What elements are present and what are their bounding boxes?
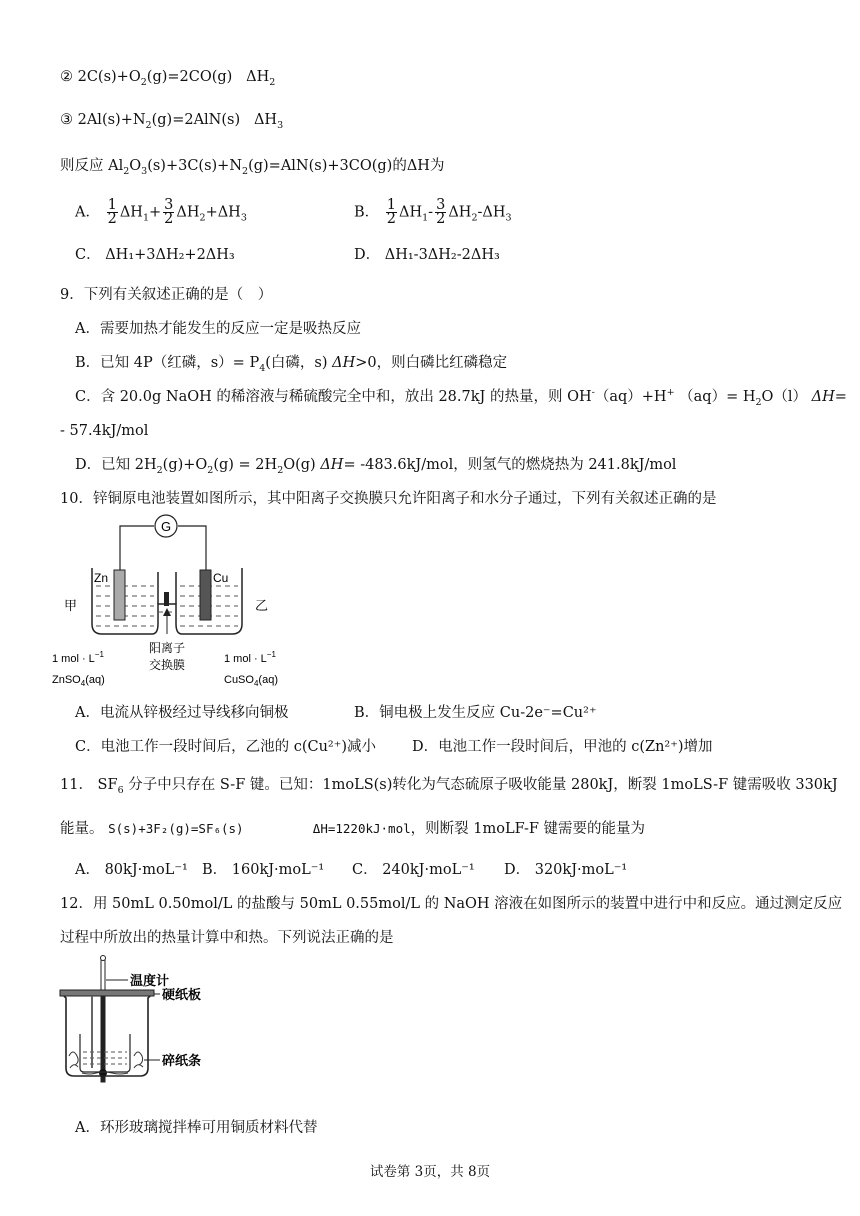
zinc-electrode: [114, 570, 125, 620]
left-solution: ZnSO$_4$(aq): [52, 674, 105, 688]
q12-stem-line2: 过程中所放出的热量计算中和热。下列说法正确的是: [60, 930, 394, 946]
q9-option-d: D．已知 $2H_2(g)+O_2(g) = 2H_2O(g)$ ΔH= -483.6kJ/mol，则氢气的燃烧热为 241.8kJ/mol: [75, 457, 677, 476]
left-cell-label: 甲: [64, 599, 78, 614]
page-footer: 试卷第 3页，共 8页: [369, 1164, 491, 1180]
thermometer-label: 温度计: [130, 974, 170, 989]
q8-equation-3: ③ $2Al(s)+N_2(g)=2AlN(s)$ $\Delta H_3$: [60, 112, 284, 131]
q9-option-b: B．已知 4P（红磷，$s)= P_4$(白磷，s) ΔH>0，则白磷比红磷稳定: [75, 355, 508, 374]
q8-stem: 则反应 $Al_2O_3(s)+3C(s)+N_2(g)=AlN(s)+3CO(g)$的ΔH为: [60, 158, 445, 177]
q12-stem-line1: 12．用 50mL 0.50mol/L 的盐酸与 50mL 0.55mol/L 的 NaOH 溶液在如图所示的装置中进行中和反应。通过测定反应: [60, 896, 843, 912]
q11-option-b: B． 160kJ·moL⁻¹: [202, 862, 325, 878]
q11-stem-line2: 能量。 S(s)+3F₂(g)=SF₆(s) ΔH=1220kJ·mol，则断裂 1moLF-F 键需要的能量为: [60, 821, 646, 837]
q11-option-d: D． 320kJ·moL⁻¹: [504, 862, 628, 878]
q11-option-c: C． 240kJ·moL⁻¹: [352, 862, 475, 878]
copper-label: Cu: [213, 571, 229, 585]
q8-option-d: D． ΔH₁-3ΔH₂-2ΔH₃: [354, 247, 500, 263]
right-solution: CuSO$_4$(aq): [224, 674, 278, 688]
q8-option-c: C． ΔH₁+3ΔH₂+2ΔH₃: [75, 247, 235, 263]
q10-option-d: D．电池工作一段时间后，甲池的 c(Zn²⁺)增加: [412, 739, 713, 755]
right-concentration: 1 mol · $L^{-1}$: [224, 650, 276, 665]
zinc-label: Zn: [94, 571, 109, 585]
right-cell-label: 乙: [255, 599, 269, 614]
q10-option-a: A．电流从锌极经过导线移向铜极: [75, 705, 289, 721]
q8-equation-2: ② $2C(s)+O_2(g)=2CO(g)$ $\Delta H_2$: [60, 69, 276, 88]
galvanometer-label: G: [160, 519, 172, 534]
paper-label: 碎纸条: [162, 1054, 202, 1069]
q11-option-a: A． 80kJ·moL⁻¹: [75, 862, 188, 878]
cardboard-label: 硬纸板: [162, 988, 202, 1003]
q8-option-b: B． $\frac{1}{2}$ $\Delta H_1-$ $\frac{3}{2}$ $\Delta H_2-\Delta H_3$: [354, 197, 512, 227]
q9-option-c: C．含 20.0g NaOH 的稀溶液与稀硫酸完全中和，放出 28.7kJ 的热量，则 OH-（aq）+H+ $(aq)= H_2O(l)$ ΔH=: [75, 387, 847, 408]
copper-electrode: [200, 570, 211, 620]
calorimeter-figure: [52, 952, 252, 1087]
membrane-label-2: 交换膜: [148, 658, 186, 672]
q9-option-c-continued: - 57.4kJ/mol: [60, 423, 149, 439]
q10-option-b: B．铜电极上发生反应 Cu-2e⁻=Cu²⁺: [354, 705, 597, 721]
q10-stem: 10．锌铜原电池装置如图所示，其中阳离子交换膜只允许阳离子和水分子通过，下列有关叙述正确的是: [60, 491, 717, 507]
q9-stem: 9．下列有关叙述正确的是（ ）: [60, 287, 273, 303]
q9-option-a: A．需要加热才能发生的反应一定是吸热反应: [75, 321, 361, 337]
galvanic-cell-figure: [50, 512, 300, 697]
q10-option-c: C．电池工作一段时间后，乙池的 c(Cu²⁺)减小: [75, 739, 377, 755]
membrane-label-1: 阳离子: [148, 641, 186, 655]
q11-stem: 11． $SF_6$ 分子中只存在 S-F 键。已知：1moLS(s)转化为气态硫原子吸收能量 280kJ，断裂 1moLS-F 键需吸收 330kJ: [60, 777, 838, 796]
left-concentration: 1 mol · $L^{-1}$: [52, 650, 104, 665]
cardboard-lid: [60, 990, 154, 996]
q8-option-a: A． $\frac{1}{2}$ $\Delta H_1+$ $\frac{3}{2}$ $\Delta H_2+\Delta H_3$: [75, 197, 247, 227]
q12-option-a: A．环形玻璃搅拌棒可用铜质材料代替: [75, 1120, 318, 1136]
membrane: [164, 592, 169, 606]
